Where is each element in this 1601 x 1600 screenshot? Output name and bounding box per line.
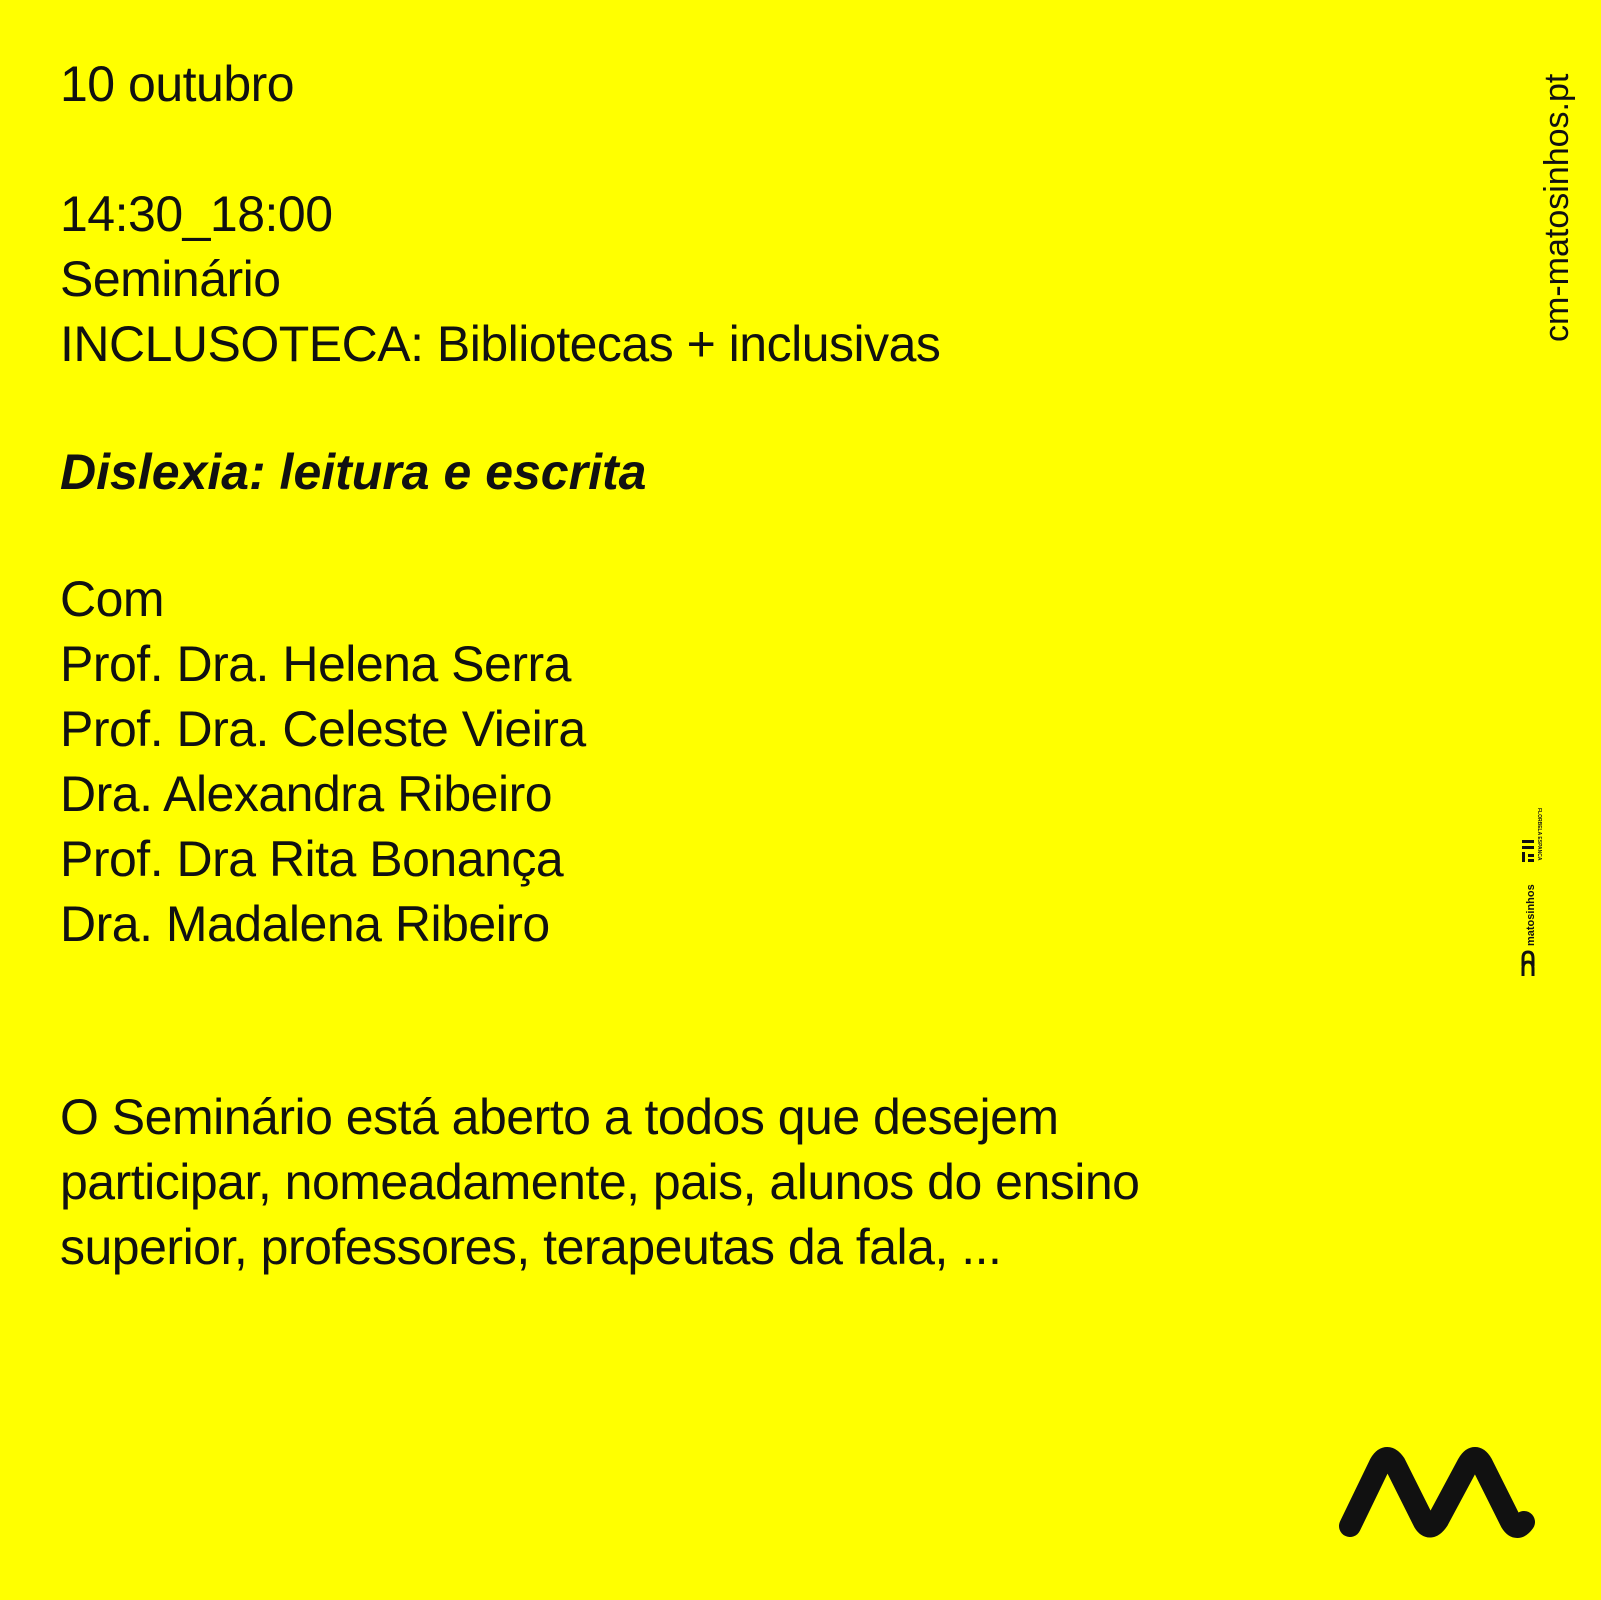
event-title: INCLUSOTECA: Bibliotecas + inclusivas (60, 316, 941, 372)
website-url: cm-matosinhos.pt (1538, 73, 1576, 342)
speakers-intro: Com (60, 571, 165, 627)
event-info-block (60, 182, 940, 377)
matosinhos-m-logo-icon (1334, 1442, 1544, 1542)
speaker-item: Dra. Madalena Ribeiro (60, 896, 550, 952)
description-line: superior, professores, terapeutas da fala, ... (60, 1219, 1002, 1275)
speakers-list (60, 567, 586, 957)
event-subtitle-block (60, 440, 646, 505)
partner-logos (1514, 808, 1542, 978)
speaker-item: Dra. Alexandra Ribeiro (60, 766, 553, 822)
event-description (60, 1085, 1140, 1280)
event-date: 10 outubro (60, 56, 295, 112)
florbela-logo-text: FLORBELA ESPANCA (1536, 808, 1542, 861)
speaker-item: Prof. Dra Rita Bonança (60, 831, 564, 887)
speaker-item: Prof. Dra. Celeste Vieira (60, 701, 586, 757)
event-type: Seminário (60, 251, 281, 307)
event-date-block (60, 52, 294, 117)
matosinhos-small-logo-icon (1514, 878, 1542, 978)
description-line: O Seminário está aberto a todos que desejem (60, 1089, 1059, 1145)
small-logo-text: matosinhos (1525, 884, 1537, 946)
speaker-item: Prof. Dra. Helena Serra (60, 636, 571, 692)
event-time: 14:30_18:00 (60, 186, 333, 242)
event-subtitle: Dislexia: leitura e escrita (60, 444, 647, 500)
description-line: participar, nomeadamente, pais, alunos do ensino (60, 1154, 1140, 1210)
